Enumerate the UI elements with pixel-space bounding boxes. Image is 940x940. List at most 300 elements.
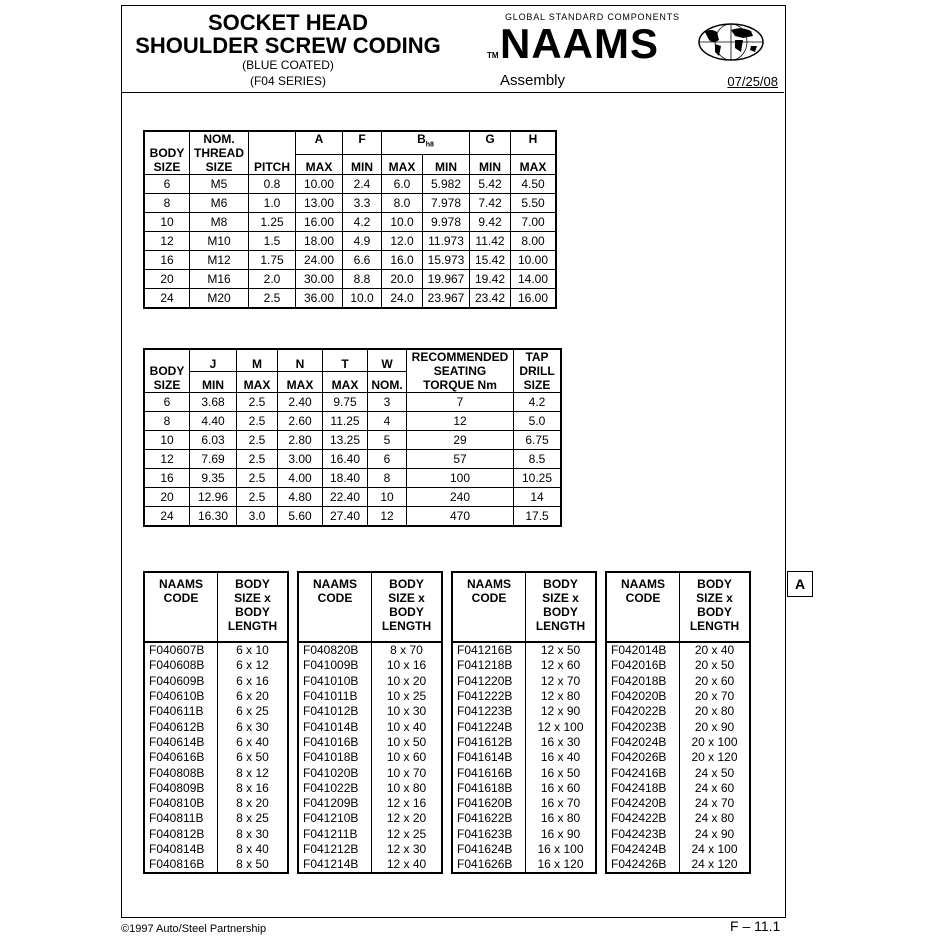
code-row (298, 658, 442, 673)
table-cell: 24 (144, 289, 190, 309)
body-size-length: 20 x 40 (680, 642, 751, 658)
naams-code: F040616B (144, 750, 218, 765)
naams-code: F041220B (452, 674, 526, 689)
table-cell: 10 (144, 213, 190, 232)
naams-code: F041218B (452, 658, 526, 673)
naams-code: F041216B (452, 642, 526, 658)
naams-code: F040814B (144, 842, 218, 857)
naams-code: F040612B (144, 719, 218, 734)
body-size-length: 16 x 100 (526, 842, 597, 857)
header-w: W (368, 349, 407, 371)
code-row (144, 689, 288, 704)
body-size-length: 10 x 30 (372, 704, 443, 719)
trademark-mark: TM (487, 51, 499, 60)
table-cell: 10 (368, 488, 407, 507)
code-row (144, 842, 288, 857)
page-number: F – 11.1 (730, 918, 781, 934)
body-size-length: 16 x 70 (526, 796, 597, 811)
table-cell: 8 (144, 412, 190, 431)
code-table-2 (297, 571, 443, 874)
code-row (144, 642, 288, 658)
code-row (298, 796, 442, 811)
table-cell: 8.5 (514, 450, 562, 469)
table-cell: 29 (407, 431, 514, 450)
body-size-length: 24 x 100 (680, 842, 751, 857)
revision-date: 07/25/08 (727, 74, 778, 89)
table-cell: 2.5 (237, 488, 278, 507)
table-cell: 3 (368, 393, 407, 412)
table-cell: 16 (144, 251, 190, 270)
code-row (144, 827, 288, 842)
body-size-length: 16 x 80 (526, 811, 597, 826)
subtitle-coating: (BLUE COATED) (242, 58, 334, 72)
body-size-length: 6 x 30 (218, 719, 289, 734)
body-size-length: 12 x 60 (526, 658, 597, 673)
table-cell: 7.69 (190, 450, 237, 469)
code-row (144, 704, 288, 719)
table-cell: 6.0 (382, 175, 423, 194)
table-cell: 2.0 (249, 270, 296, 289)
table-cell: 5.42 (470, 175, 511, 194)
table-cell: 20.0 (382, 270, 423, 289)
table-cell: 6 (368, 450, 407, 469)
table-cell: 12.96 (190, 488, 237, 507)
code-row (298, 689, 442, 704)
table-cell: 19.42 (470, 270, 511, 289)
table-row (144, 270, 556, 289)
table-cell: 10.00 (296, 175, 343, 194)
naams-code: F040609B (144, 674, 218, 689)
header-max: MAX (382, 154, 423, 174)
code-row (452, 704, 596, 719)
header-body-size: BODY SIZE (144, 131, 190, 175)
table-cell: 16.30 (190, 507, 237, 527)
table-cell: 24.0 (382, 289, 423, 309)
table-cell: 11.973 (423, 232, 470, 251)
code-row (298, 704, 442, 719)
table-cell: M20 (190, 289, 249, 309)
body-size-length: 12 x 30 (372, 842, 443, 857)
naams-code: F040808B (144, 765, 218, 780)
code-row (452, 796, 596, 811)
code-row (606, 674, 750, 689)
table-cell: 16.00 (511, 289, 557, 309)
naams-code: F041016B (298, 735, 372, 750)
code-row (144, 796, 288, 811)
header-n: N (278, 349, 323, 371)
title-line-2: SHOULDER SCREW CODING (135, 33, 441, 58)
code-row (606, 796, 750, 811)
body-size-length: 12 x 70 (526, 674, 597, 689)
code-row (452, 842, 596, 857)
code-row (606, 735, 750, 750)
section-label: Assembly (500, 72, 566, 89)
body-size-length: 16 x 30 (526, 735, 597, 750)
header-min: MIN (423, 154, 470, 174)
header-g: G (470, 131, 511, 154)
naams-code: F042416B (606, 765, 680, 780)
table-cell: 23.967 (423, 289, 470, 309)
table-cell: 8.00 (511, 232, 557, 251)
code-row (606, 642, 750, 658)
table-cell: M12 (190, 251, 249, 270)
table-cell: M6 (190, 194, 249, 213)
code-row (452, 735, 596, 750)
body-size-length: 20 x 70 (680, 689, 751, 704)
table-cell: 18.00 (296, 232, 343, 251)
body-size-length: 20 x 90 (680, 719, 751, 734)
body-size-length: 8 x 25 (218, 811, 289, 826)
body-size-length: 10 x 70 (372, 765, 443, 780)
table-cell: 10 (144, 431, 190, 450)
table-cell: 9.42 (470, 213, 511, 232)
body-size-length: 12 x 90 (526, 704, 597, 719)
naams-code: F042426B (606, 857, 680, 873)
code-row (606, 689, 750, 704)
naams-code: F041018B (298, 750, 372, 765)
body-size-length: 6 x 12 (218, 658, 289, 673)
table-cell: 2.5 (237, 469, 278, 488)
table-cell: 1.0 (249, 194, 296, 213)
body-size-length: 20 x 100 (680, 735, 751, 750)
naams-code: F040811B (144, 811, 218, 826)
code-row (606, 765, 750, 780)
naams-code: F041211B (298, 827, 372, 842)
table-cell: 4.80 (278, 488, 323, 507)
table-cell: 15.42 (470, 251, 511, 270)
table-cell: 5.60 (278, 507, 323, 527)
body-size-length: 12 x 50 (526, 642, 597, 658)
table-cell: 23.42 (470, 289, 511, 309)
table-cell: 4.9 (343, 232, 382, 251)
naams-code: F041214B (298, 857, 372, 873)
table-cell: 1.25 (249, 213, 296, 232)
table-cell: 7 (407, 393, 514, 412)
body-size-length: 6 x 25 (218, 704, 289, 719)
body-size-length: 12 x 25 (372, 827, 443, 842)
naams-code: F042423B (606, 827, 680, 842)
logo-tagline: GLOBAL STANDARD COMPONENTS (505, 12, 680, 22)
table-row (144, 431, 561, 450)
naams-code: F042418B (606, 781, 680, 796)
naams-code: F041011B (298, 689, 372, 704)
naams-code: F040611B (144, 704, 218, 719)
naams-code: F040608B (144, 658, 218, 673)
globe-icon (697, 22, 765, 62)
table-cell: 20 (144, 270, 190, 289)
table-cell: 11.42 (470, 232, 511, 251)
table-cell: 17.5 (514, 507, 562, 527)
table-cell: 2.5 (237, 412, 278, 431)
naams-code: F041612B (452, 735, 526, 750)
naams-code: F041209B (298, 796, 372, 811)
table-row (144, 289, 556, 309)
code-row (606, 857, 750, 873)
header-min: MIN (190, 371, 237, 392)
naams-code: F041210B (298, 811, 372, 826)
code-row (298, 719, 442, 734)
body-size-length: 16 x 50 (526, 765, 597, 780)
header-torque: RECOMMENDED SEATING TORQUE Nm (407, 349, 514, 393)
body-size-length: 16 x 90 (526, 827, 597, 842)
code-row (298, 750, 442, 765)
header-min: MIN (343, 154, 382, 174)
naams-code: F042026B (606, 750, 680, 765)
body-size-length: 8 x 50 (218, 857, 289, 873)
body-size-length: 24 x 80 (680, 811, 751, 826)
header-b: $B_{h8}$ (382, 131, 470, 154)
naams-code: F040810B (144, 796, 218, 811)
naams-code: F042018B (606, 674, 680, 689)
dimensions-table-1 (143, 130, 557, 309)
naams-code: F041614B (452, 750, 526, 765)
table-cell: 22.40 (323, 488, 368, 507)
table-cell: 2.40 (278, 393, 323, 412)
table-cell: 16 (144, 469, 190, 488)
body-size-length: 24 x 60 (680, 781, 751, 796)
body-size-length: 24 x 90 (680, 827, 751, 842)
code-row (298, 781, 442, 796)
table-cell: M16 (190, 270, 249, 289)
naams-code: F041620B (452, 796, 526, 811)
table-row (144, 393, 561, 412)
naams-code: F042016B (606, 658, 680, 673)
table-cell: 2.5 (249, 289, 296, 309)
table-cell: 10.0 (343, 289, 382, 309)
table-cell: 5.982 (423, 175, 470, 194)
naams-code: F041222B (452, 689, 526, 704)
table-cell: 2.4 (343, 175, 382, 194)
table-cell: 2.5 (237, 393, 278, 412)
table-cell: 11.25 (323, 412, 368, 431)
table-row (144, 488, 561, 507)
body-size-length: 16 x 60 (526, 781, 597, 796)
table-cell: 4 (368, 412, 407, 431)
table-cell: 16.0 (382, 251, 423, 270)
table-cell: 8.8 (343, 270, 382, 289)
table-row (144, 507, 561, 527)
code-row (452, 827, 596, 842)
body-size-length: 10 x 25 (372, 689, 443, 704)
body-size-length: 20 x 60 (680, 674, 751, 689)
code-row (144, 781, 288, 796)
table-cell: 9.978 (423, 213, 470, 232)
subtitle-series: (F04 SERIES) (249, 74, 327, 88)
copyright: ©1997 Auto/Steel Partnership (121, 923, 267, 935)
table-row (144, 251, 556, 270)
code-row (452, 857, 596, 873)
body-size-length: 10 x 20 (372, 674, 443, 689)
code-row (298, 642, 442, 658)
code-table-3 (451, 571, 597, 874)
table-cell: 30.00 (296, 270, 343, 289)
dimensions-table-2 (143, 348, 562, 527)
header-max: MAX (323, 371, 368, 392)
code-row (298, 735, 442, 750)
code-table-4 (605, 571, 751, 874)
table-cell: 10.00 (511, 251, 557, 270)
table-cell: 10.0 (382, 213, 423, 232)
header-thread-size: NOM. THREAD SIZE (190, 131, 249, 175)
table-cell: 12 (407, 412, 514, 431)
code-row (144, 750, 288, 765)
code-row (144, 765, 288, 780)
table-cell: 1.75 (249, 251, 296, 270)
table-cell: 16.00 (296, 213, 343, 232)
body-size-length: 6 x 40 (218, 735, 289, 750)
table-cell: M10 (190, 232, 249, 251)
code-row (298, 842, 442, 857)
table-cell: 3.0 (237, 507, 278, 527)
naams-code: F041618B (452, 781, 526, 796)
code-row (452, 781, 596, 796)
table-cell: 6.6 (343, 251, 382, 270)
table-cell: 6 (144, 175, 190, 194)
body-size-length: 6 x 16 (218, 674, 289, 689)
body-size-length: 12 x 40 (372, 857, 443, 873)
table-cell: 14.00 (511, 270, 557, 289)
body-size-length: 20 x 120 (680, 750, 751, 765)
table-cell: 9.75 (323, 393, 368, 412)
table-cell: 2.5 (237, 450, 278, 469)
header-a: A (296, 131, 343, 154)
naams-code: F041616B (452, 765, 526, 780)
body-size-length: 12 x 16 (372, 796, 443, 811)
body-size-length: 10 x 60 (372, 750, 443, 765)
naams-code: F041014B (298, 719, 372, 734)
code-row (452, 658, 596, 673)
naams-code: F041626B (452, 857, 526, 873)
naams-code: F042422B (606, 811, 680, 826)
code-row (144, 735, 288, 750)
table-cell: 57 (407, 450, 514, 469)
body-size-length: 10 x 50 (372, 735, 443, 750)
header-max: MAX (511, 154, 557, 174)
table-cell: 24.00 (296, 251, 343, 270)
code-row (452, 811, 596, 826)
header-body-size-length: BODY SIZE x BODY LENGTH (680, 572, 751, 642)
naams-code: F041223B (452, 704, 526, 719)
body-size-length: 16 x 120 (526, 857, 597, 873)
table-cell: 0.8 (249, 175, 296, 194)
code-row (298, 827, 442, 842)
header-nom: NOM. (368, 371, 407, 392)
table-cell: 8.0 (382, 194, 423, 213)
table-cell: 240 (407, 488, 514, 507)
naams-code: F042020B (606, 689, 680, 704)
header-pitch: PITCH (249, 131, 296, 175)
naams-code: F040610B (144, 689, 218, 704)
code-row (144, 811, 288, 826)
body-size-length: 12 x 100 (526, 719, 597, 734)
table-cell: 4.50 (511, 175, 557, 194)
table-cell: 7.42 (470, 194, 511, 213)
table-cell: 9.35 (190, 469, 237, 488)
table-cell: 12 (144, 450, 190, 469)
table-cell: 27.40 (323, 507, 368, 527)
code-row (606, 781, 750, 796)
header-naams-code: NAAMS CODE (144, 572, 218, 642)
header-f: F (343, 131, 382, 154)
table-cell: 16.40 (323, 450, 368, 469)
body-size-length: 12 x 80 (526, 689, 597, 704)
naams-code: F041012B (298, 704, 372, 719)
naams-code: F041009B (298, 658, 372, 673)
code-table-1 (143, 571, 289, 874)
table-cell: 5.0 (514, 412, 562, 431)
table-cell: 12 (368, 507, 407, 527)
body-size-length: 8 x 12 (218, 765, 289, 780)
naams-code: F040820B (298, 642, 372, 658)
body-size-length: 20 x 50 (680, 658, 751, 673)
table-cell: 8 (368, 469, 407, 488)
table-cell: 3.68 (190, 393, 237, 412)
body-size-length: 10 x 40 (372, 719, 443, 734)
naams-code: F041622B (452, 811, 526, 826)
header-m: M (237, 349, 278, 371)
header-max: MAX (237, 371, 278, 392)
naams-code: F042023B (606, 719, 680, 734)
table-cell: 4.40 (190, 412, 237, 431)
naams-code: F041623B (452, 827, 526, 842)
table-cell: 4.2 (343, 213, 382, 232)
naams-code: F040809B (144, 781, 218, 796)
table-cell: 6 (144, 393, 190, 412)
table-cell: 100 (407, 469, 514, 488)
code-row (144, 674, 288, 689)
naams-code: F041624B (452, 842, 526, 857)
table-row (144, 469, 561, 488)
table-cell: 470 (407, 507, 514, 527)
code-row (606, 704, 750, 719)
code-row (144, 857, 288, 873)
code-row (606, 750, 750, 765)
table-row (144, 194, 556, 213)
table-row (144, 232, 556, 251)
body-size-length: 24 x 70 (680, 796, 751, 811)
table-cell: 19.967 (423, 270, 470, 289)
naams-code: F042022B (606, 704, 680, 719)
body-size-length: 24 x 120 (680, 857, 751, 873)
naams-code: F041022B (298, 781, 372, 796)
code-row (452, 689, 596, 704)
table-cell: M5 (190, 175, 249, 194)
naams-code: F040614B (144, 735, 218, 750)
code-row (298, 811, 442, 826)
table-cell: 15.973 (423, 251, 470, 270)
naams-code: F040816B (144, 857, 218, 873)
table-cell: 4.2 (514, 393, 562, 412)
code-row (298, 857, 442, 873)
naams-code: F042014B (606, 642, 680, 658)
naams-code: F042420B (606, 796, 680, 811)
table-cell: 10.25 (514, 469, 562, 488)
table-cell: M8 (190, 213, 249, 232)
table-cell: 8 (144, 194, 190, 213)
code-row (452, 642, 596, 658)
body-size-length: 6 x 50 (218, 750, 289, 765)
table-cell: 12.0 (382, 232, 423, 251)
body-size-length: 6 x 20 (218, 689, 289, 704)
table-row (144, 213, 556, 232)
table-row (144, 175, 556, 194)
section-tab-a[interactable]: A (787, 571, 813, 597)
body-size-length: 8 x 40 (218, 842, 289, 857)
code-row (452, 719, 596, 734)
table-cell: 20 (144, 488, 190, 507)
table-row (144, 450, 561, 469)
body-size-length: 10 x 16 (372, 658, 443, 673)
